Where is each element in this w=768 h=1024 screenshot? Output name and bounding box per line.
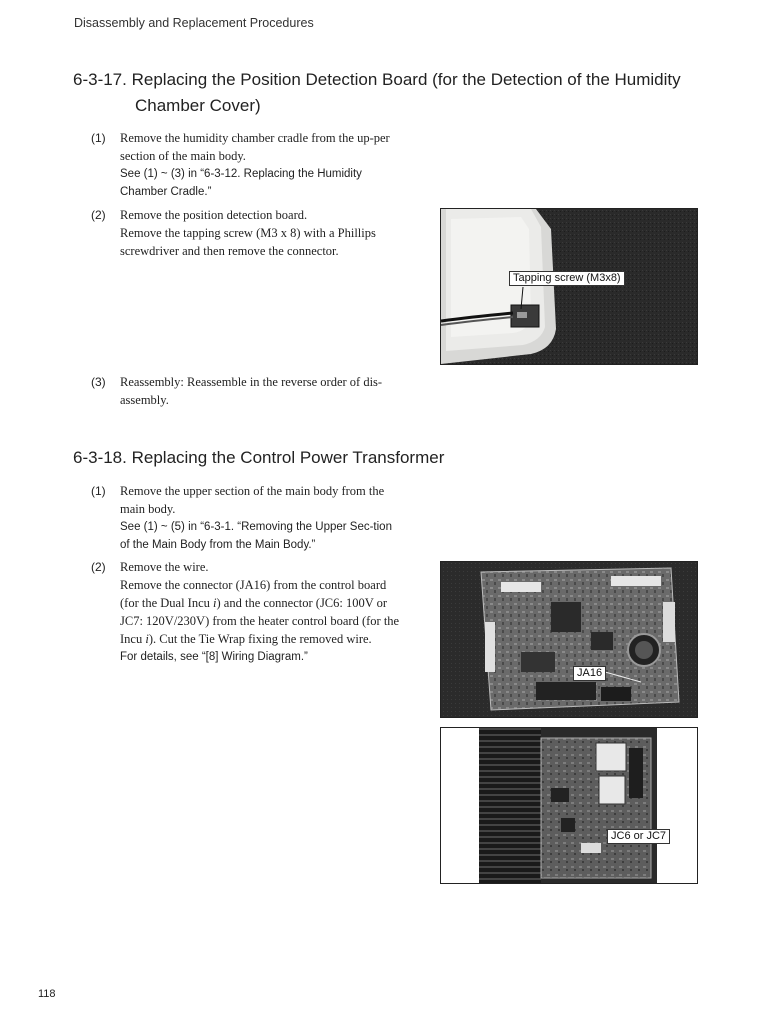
running-header: Disassembly and Replacement Procedures	[74, 16, 314, 30]
callout-jc6-jc7: JC6 or JC7	[607, 829, 670, 844]
section-title-line1: Replacing the Position Detection Board (for the Detection of the Humidity	[131, 70, 681, 89]
section-number: 6-3-18.	[73, 448, 127, 467]
section-heading-6-3-17	[73, 67, 681, 119]
step-reference: For details, see “[8] Wiring Diagram.”	[120, 651, 308, 663]
section-title-line1: Replacing the Control Power Transformer	[131, 448, 445, 467]
board-photo-illustration	[441, 209, 697, 364]
step-text-part: ) and the connector (JC6: 100V or JC7: 120V/230V) from the heater control board (for the Incu	[120, 596, 400, 646]
step-2	[91, 558, 411, 666]
step-text-italic: i	[145, 632, 149, 646]
step-1	[91, 482, 411, 554]
step-number: (2)	[91, 208, 106, 222]
section-number: 6-3-17.	[73, 70, 127, 89]
section-title-line2: Chamber Cover)	[135, 96, 261, 115]
step-text-part: ). Cut the Tie Wrap fixing the removed wire.	[148, 632, 372, 646]
callout-tapping-screw: Tapping screw (M3x8)	[509, 271, 625, 286]
step-2	[91, 206, 411, 260]
step-text: Remove the position detection board.	[120, 208, 308, 222]
photo-heater-control-board	[440, 727, 698, 884]
step-text: Remove the tapping screw (M3 x 8) with a Phillips screwdriver and then remove the connector.	[120, 226, 376, 258]
step-text: Remove the upper section of the main body from the main body.	[120, 484, 385, 516]
step-3	[91, 373, 411, 409]
step-reference: See (1) ~ (5) in “6-3-1. “Removing the Upper Sec-tion of the Main Body from the Main Body.”	[120, 521, 392, 551]
step-text-part: Remove the connector (JA16) from the control board (for the Dual Incu	[120, 578, 387, 610]
control-board-illustration	[441, 562, 697, 717]
callout-ja16: JA16	[573, 666, 606, 681]
heater-board-illustration	[441, 728, 697, 883]
step-1	[91, 129, 411, 201]
photo-position-detection-board	[440, 208, 698, 365]
step-number: (1)	[91, 131, 106, 145]
step-number: (3)	[91, 375, 106, 389]
step-text: Reassembly: Reassemble in the reverse order of dis-assembly.	[120, 375, 383, 407]
step-text-italic: i	[213, 596, 217, 610]
photo-control-board	[440, 561, 698, 718]
step-reference: See (1) ~ (3) in “6-3-12. Replacing the Humidity Chamber Cradle.”	[120, 168, 362, 198]
step-text: Remove the wire.	[120, 560, 209, 574]
step-number: (1)	[91, 484, 106, 498]
step-text: Remove the humidity chamber cradle from the up-per section of the main body.	[120, 131, 390, 163]
step-text	[120, 576, 403, 648]
page-number: 118	[38, 988, 56, 1000]
step-number: (2)	[91, 560, 106, 574]
section-heading-6-3-18	[73, 445, 444, 471]
